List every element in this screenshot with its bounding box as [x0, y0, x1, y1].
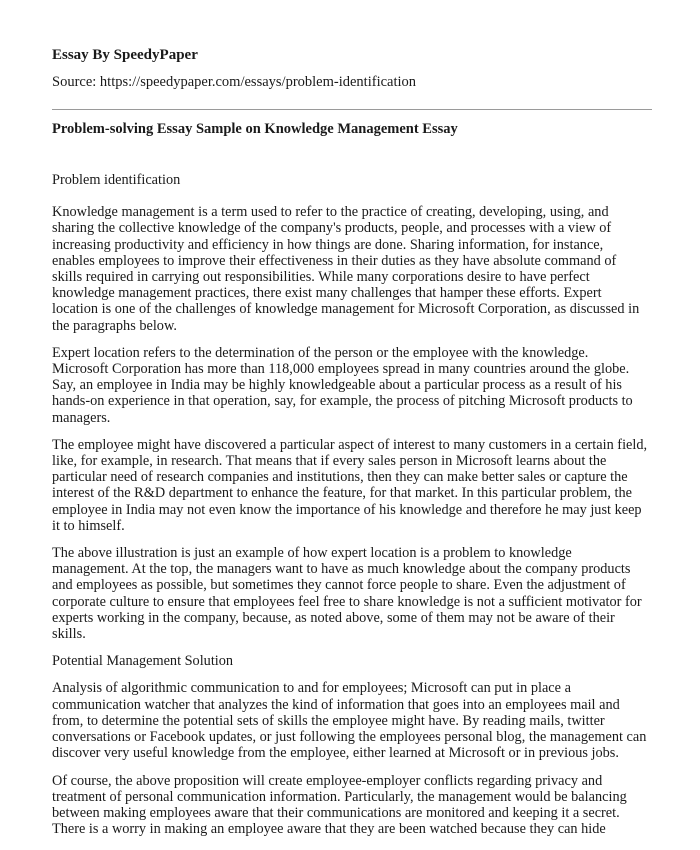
document-body [52, 172, 648, 848]
section-heading-potential-management-solution: Potential Management Solution [52, 653, 234, 670]
paragraph: The above illustration is just an example of how expert location is a problem to knowledge management. At the top, the managers want to have as much knowledge about the company products and employees as possible, but sometimes they cannot force people to share. Even the adjustment of corporate culture to ensure that employees feel free to share knowledge is not a sufficient motivator for experts working in the company, because, as noted above, some of them may not be aware of their skills. [52, 545, 642, 643]
essay-source-title: Essay By SpeedyPaper [52, 47, 198, 63]
paragraph: The employee might have discovered a particular aspect of interest to many customers in a certain field, like, for example, in research. That means that if every sales person in Microsoft learns about the particular need of research companies and institutions, then they can make better sales or capture the interest of the R&D department to enhance the feature, for that market. In this particular problem, the employee in India may not even know the importance of his knowledge and therefore he may just keep it to himself. [52, 436, 648, 534]
section-heading-problem-identification: Problem identification [52, 172, 181, 188]
header-divider [52, 109, 652, 110]
essay-source-url: Source: https://speedypaper.com/essays/problem-identification [52, 74, 417, 90]
paragraph: Knowledge management is a term used to refer to the practice of creating, developing, using, and sharing the collective knowledge of the company's products, people, and processes with a view of increasing productivity and efficiency in how things are done. Sharing information, for instance, enables employees to improve their effectiveness in their duties as they have absolute command of skills required in carrying out responsibilities. While many corporations desire to have perfect knowledge management practices, there exist many challenges that hamper these efforts. Expert location is one of the challenges of knowledge management for Microsoft Corporation, as discussed in the paragraphs below. [52, 204, 640, 334]
paragraph: Expert location refers to the determination of the person or the employee with the knowledge. Microsoft Corporation has more than 118,000 employees spread in many countries around the globe. Say, an employee in India may be highly knowledgeable about a particular process as a result of his hands-on experience in that operation, say, for example, the process of pitching Microsoft products to managers. [52, 344, 633, 426]
paragraph: Analysis of algorithmic communication to and for employees; Microsoft can put in place a communication watcher that analyzes the kind of information that goes into an employees mail and from, to determine the potential sets of skills the employee might have. By reading mails, twitter conversations or Facebook updates, or just following the employees personal blog, the management can discover very useful knowledge from the employee, either learned at Microsoft or in previous jobs. [52, 680, 647, 762]
document-title: Problem-solving Essay Sample on Knowledge Management Essay [52, 121, 458, 137]
paragraph: Of course, the above proposition will create employee-employer conflicts regarding privacy and treatment of personal communication information. Particularly, the management would be balancing between making employees aware that their communications are monitored and keeping it a secret. There is a worry in making an employee aware that they are been watched because they can hide [52, 772, 627, 838]
